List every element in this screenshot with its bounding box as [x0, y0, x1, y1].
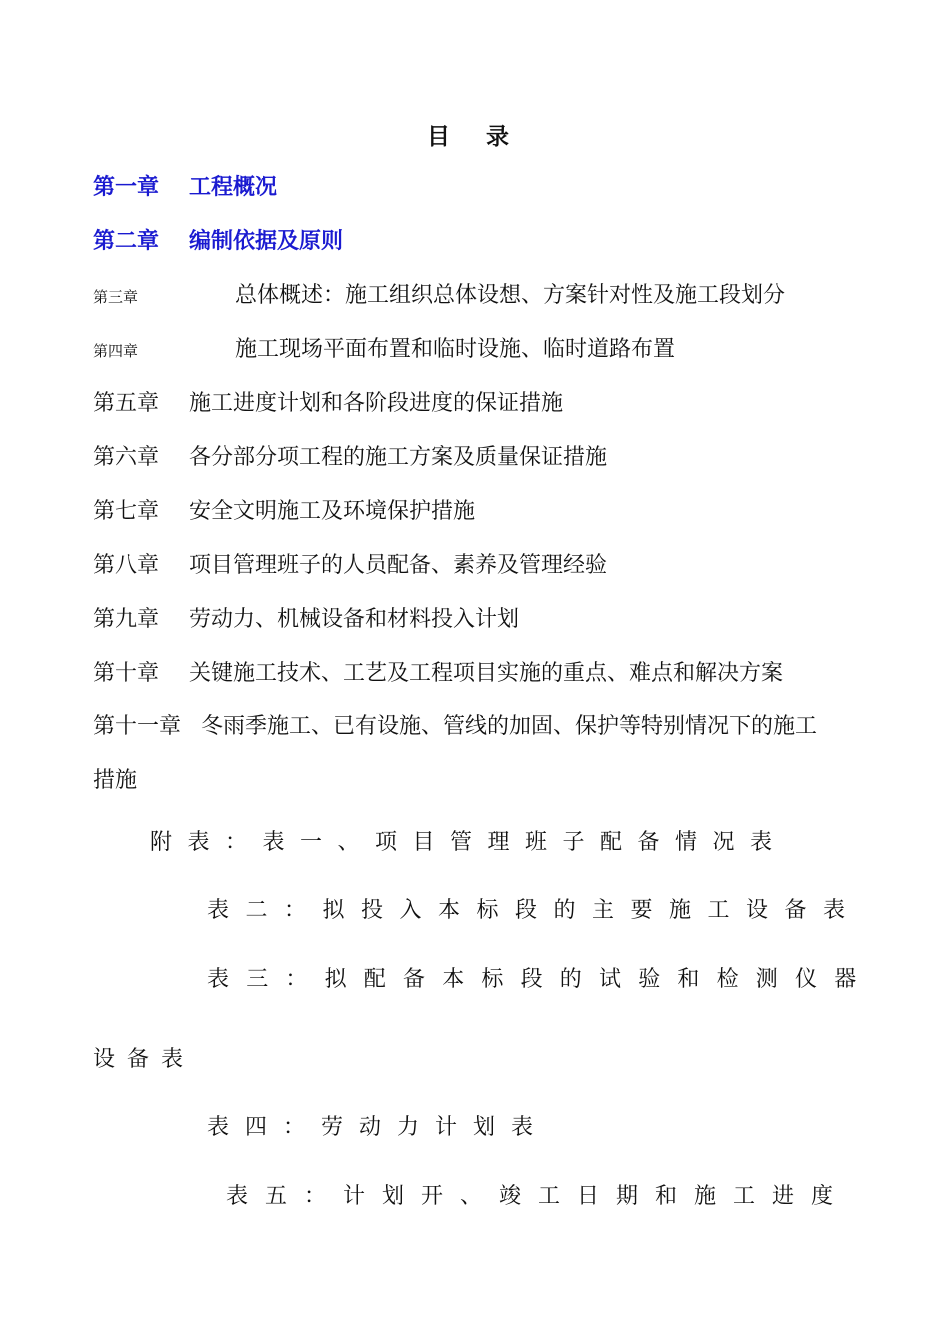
toc-entry-10[interactable] [93, 659, 783, 689]
chapter-label: 第九章 [93, 607, 160, 632]
chapter-title: 安全文明施工及环境保护措施 [189, 499, 476, 524]
chapter-label: 第一章 [93, 175, 160, 200]
chapter-label: 第三章 [93, 288, 139, 306]
chapter-label: 第八章 [93, 553, 160, 578]
chapter-title: 各分部分项工程的施工方案及质量保证措施 [189, 445, 608, 470]
chapter-title: 编制依据及原则 [189, 229, 344, 254]
toc-entry-9[interactable] [93, 605, 519, 635]
chapter-title: 项目管理班子的人员配备、素养及管理经验 [189, 553, 608, 578]
toc-entry-2[interactable] [93, 227, 343, 257]
appendix-line-3: 表三：拟配备本标段的试验和检测仪器 [207, 967, 874, 992]
toc-entry-4[interactable] [93, 335, 675, 366]
chapter-label: 第六章 [93, 445, 160, 470]
chapter-label: 第二章 [93, 229, 160, 254]
appendix-line-1: 附表：表一、项目管理班子配备情况表 [150, 830, 788, 855]
chapter-title: 施工现场平面布置和临时设施、临时道路布置 [235, 337, 676, 362]
chapter-title: 冬雨季施工、已有设施、管线的加固、保护等特别情况下的施工 [201, 714, 818, 739]
chapter-label: 第七章 [93, 499, 160, 524]
chapter-label: 第十一章 [93, 714, 182, 739]
toc-title: 目 录 [426, 124, 523, 150]
chapter-title: 工程概况 [189, 175, 278, 200]
toc-entry-6[interactable] [93, 443, 607, 473]
chapter-title: 施工进度计划和各阶段进度的保证措施 [189, 391, 564, 416]
chapter-title: 总体概述：施工组织总体设想、方案针对性及施工段划分 [235, 283, 786, 308]
toc-entry-7[interactable] [93, 497, 475, 527]
chapter-label: 第五章 [93, 391, 160, 416]
toc-entry-5[interactable] [93, 389, 563, 419]
appendix-line-4: 表四：劳动力计划表 [207, 1115, 550, 1140]
toc-entry-8[interactable] [93, 551, 607, 581]
chapter-label: 第十章 [93, 661, 160, 686]
chapter-label: 第四章 [93, 342, 139, 360]
appendix-line-3-continued: 设备表 [93, 1047, 196, 1072]
toc-entry-11-continued: 措施 [93, 768, 138, 793]
toc-entry-11[interactable] [93, 712, 817, 742]
toc-entry-3[interactable] [93, 281, 785, 312]
chapter-title: 劳动力、机械设备和材料投入计划 [189, 607, 520, 632]
toc-entry-1[interactable] [93, 173, 277, 203]
appendix-line-5: 表五：计划开、竣工日期和施工进度 [226, 1184, 851, 1209]
chapter-title: 关键施工技术、工艺及工程项目实施的重点、难点和解决方案 [189, 661, 784, 686]
appendix-line-2: 表二：拟投入本标段的主要施工设备表 [207, 898, 862, 923]
